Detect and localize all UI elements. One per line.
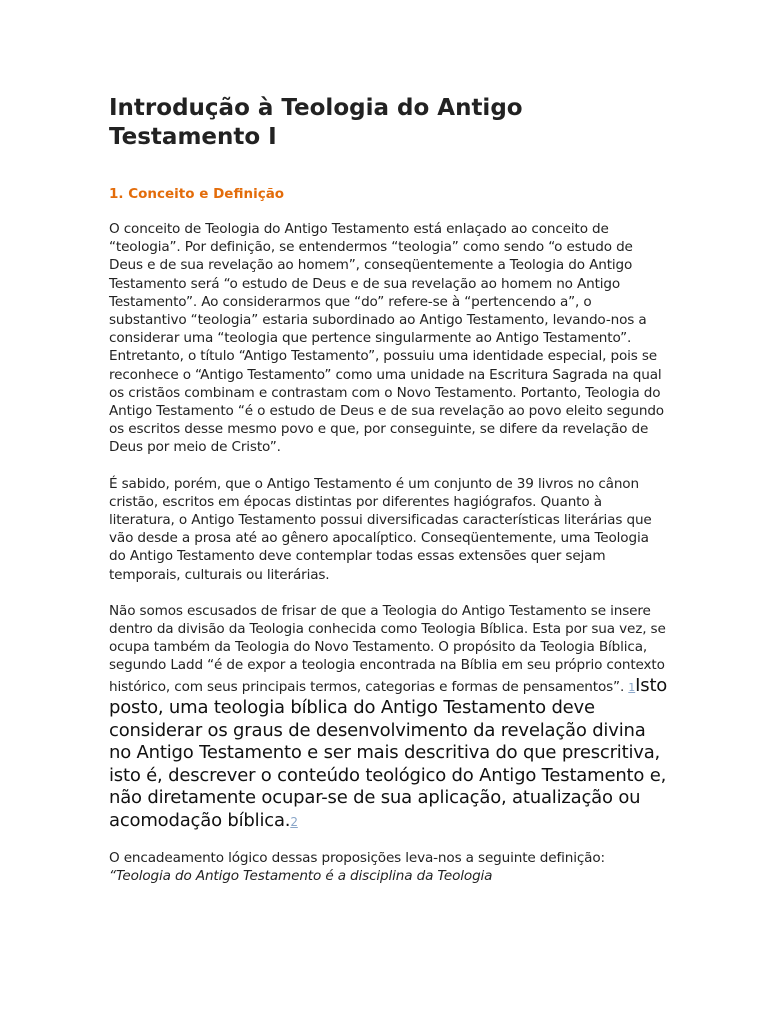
- footnote-link-2[interactable]: 2: [290, 814, 298, 829]
- document-page: [109, 94, 669, 886]
- paragraph-2: É sabido, porém, que o Antigo Testamento é um conjunto de 39 livros no cânon cristão, escritos em épocas distintas por diferentes hagiógrafos. Quanto à literatura, o Antigo Testamento possui diversificadas características literárias que vão desde a prosa até ao gênero apocalíptico. Conseqüentemente, uma Teologia do Antigo Testamento deve contemplar todas essas extensões quer sejam temporais, culturais ou literárias.: [109, 475, 652, 583]
- paragraph-3: [109, 602, 669, 832]
- document-title: Introdução à Teologia do Antigo Testamento I: [109, 95, 523, 150]
- section-heading: 1. Conceito e Definição: [109, 186, 285, 202]
- paragraph-4-italic-text: “Teologia do Antigo Testamento é a disciplina da Teologia: [109, 868, 493, 885]
- paragraph-3-text: Não somos escusados de frisar de que a Teologia do Antigo Testamento se insere dentro da divisão da Teologia conhecida como Teologia Bíblica. Esta por sua vez, se ocupa também da Teologia do Novo Testamento. O propósito da Teologia Bíblica, segundo Ladd “é de expor a teologia encontrada na Bíblia em seu próprio contexto histórico, com seus principais termos, categorias e formas de pensamentos”.: [109, 602, 666, 695]
- paragraph-4: [109, 849, 669, 885]
- footnote-link-1[interactable]: 1: [628, 680, 636, 694]
- paragraph-3-large-text: Isto posto, uma teologia bíblica do Antigo Testamento deve considerar os graus de desenvolvimento da revelação divina no Antigo Testamento e ser mais descritiva do que prescritiva, isto é, descrever o conteúdo teológico do Antigo Testamento e, não diretamente ocupar-se de sua aplicação, atualização ou acomodação bíblica.: [109, 674, 668, 831]
- paragraph-4-text: O encadeamento lógico dessas proposições leva-nos a seguinte definição:: [109, 850, 605, 867]
- paragraph-1: O conceito de Teologia do Antigo Testamento está enlaçado ao conceito de “teologia”. Por definição, se entendermos “teologia” como sendo “o estudo de Deus e de sua revelação ao homem”, conseqüentemente a Teologia do Antigo Testamento será “o estudo de Deus e de sua revelação ao homem no Antigo Testamento”. Ao considerarmos que “do” refere-se à “pertencendo a”, o substantivo “teologia” estaria subordinado ao Antigo Testamento, levando-nos a considerar uma “teologia que pertence singularmente ao Antigo Testamento”. Entretanto, o título “Antigo Testamento”, possuiu uma identidade especial, pois se reconhece o “Antigo Testamento” como uma unidade na Escritura Sagrada na qual os cristãos combinam e contrastam com o Novo Testamento. Portanto, Teologia do Antigo Testamento “é o estudo de Deus e de sua revelação ao povo eleito segundo os escritos desse mesmo povo e que, por conseguinte, se difere da revelação de Deus por meio de Cristo”.: [109, 221, 664, 456]
